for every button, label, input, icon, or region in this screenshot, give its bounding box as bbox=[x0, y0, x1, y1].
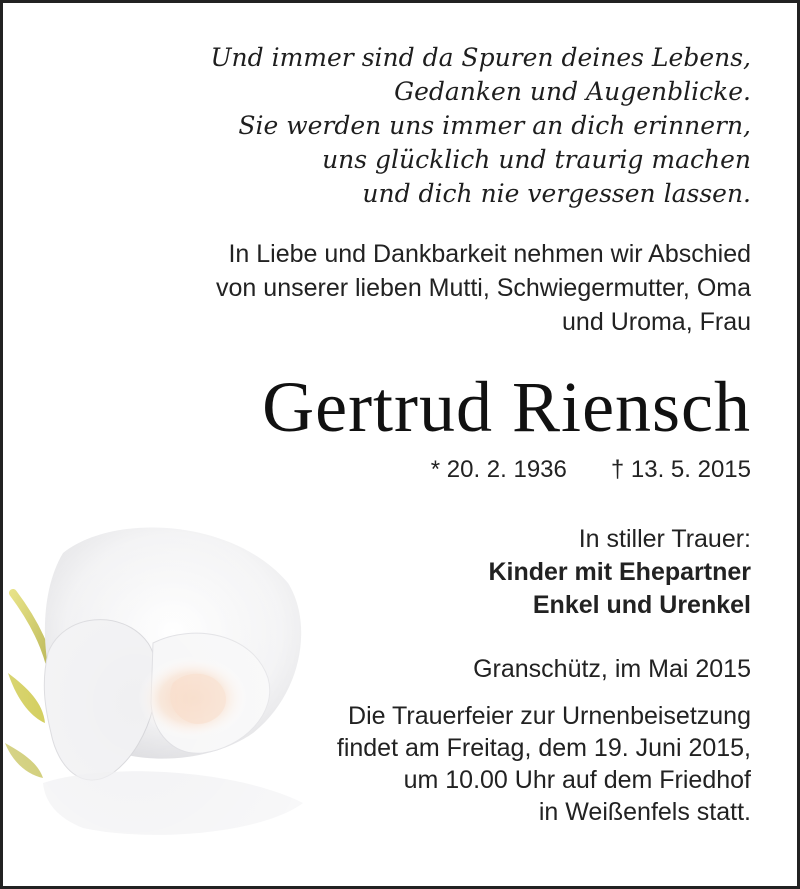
intro-line: In Liebe und Dankbarkeit nehmen wir Abschied bbox=[228, 240, 751, 268]
poem-line: uns glücklich und traurig machen bbox=[322, 145, 751, 174]
ceremony-line: um 10.00 Uhr auf dem Friedhof bbox=[403, 766, 751, 794]
deceased-name: Gertrud Riensch bbox=[262, 367, 751, 447]
life-dates bbox=[51, 453, 751, 487]
birth-date: * 20. 2. 1936 bbox=[430, 456, 567, 483]
poem-line: Gedanken und Augenblicke. bbox=[394, 77, 751, 106]
mourner-line: Kinder mit Ehepartner bbox=[488, 558, 751, 586]
poem-line: und dich nie vergessen lassen. bbox=[362, 179, 751, 208]
poem bbox=[51, 41, 751, 211]
ceremony-line: findet am Freitag, dem 19. Juni 2015, bbox=[336, 734, 751, 762]
mourner-line: Enkel und Urenkel bbox=[532, 591, 751, 619]
mourning-heading: In stiller Trauer: bbox=[578, 525, 751, 553]
intro-line: von unserer lieben Mutti, Schwiegermutter, Oma bbox=[216, 274, 751, 302]
poem-line: Und immer sind da Spuren deines Lebens, bbox=[210, 43, 751, 72]
ceremony-line: Die Trauerfeier zur Urnenbeisetzung bbox=[348, 702, 751, 730]
place-date: Granschütz, im Mai 2015 bbox=[473, 655, 751, 683]
mourners-block bbox=[51, 523, 751, 622]
poem-line: Sie werden uns immer an dich erinnern, bbox=[238, 111, 751, 140]
death-date: † 13. 5. 2015 bbox=[610, 456, 751, 483]
ceremony-line: in Weißenfels statt. bbox=[538, 798, 751, 826]
ceremony-info bbox=[51, 700, 751, 828]
notice-text bbox=[51, 41, 751, 828]
intro-line: und Uroma, Frau bbox=[562, 308, 751, 336]
intro-text bbox=[51, 237, 751, 339]
